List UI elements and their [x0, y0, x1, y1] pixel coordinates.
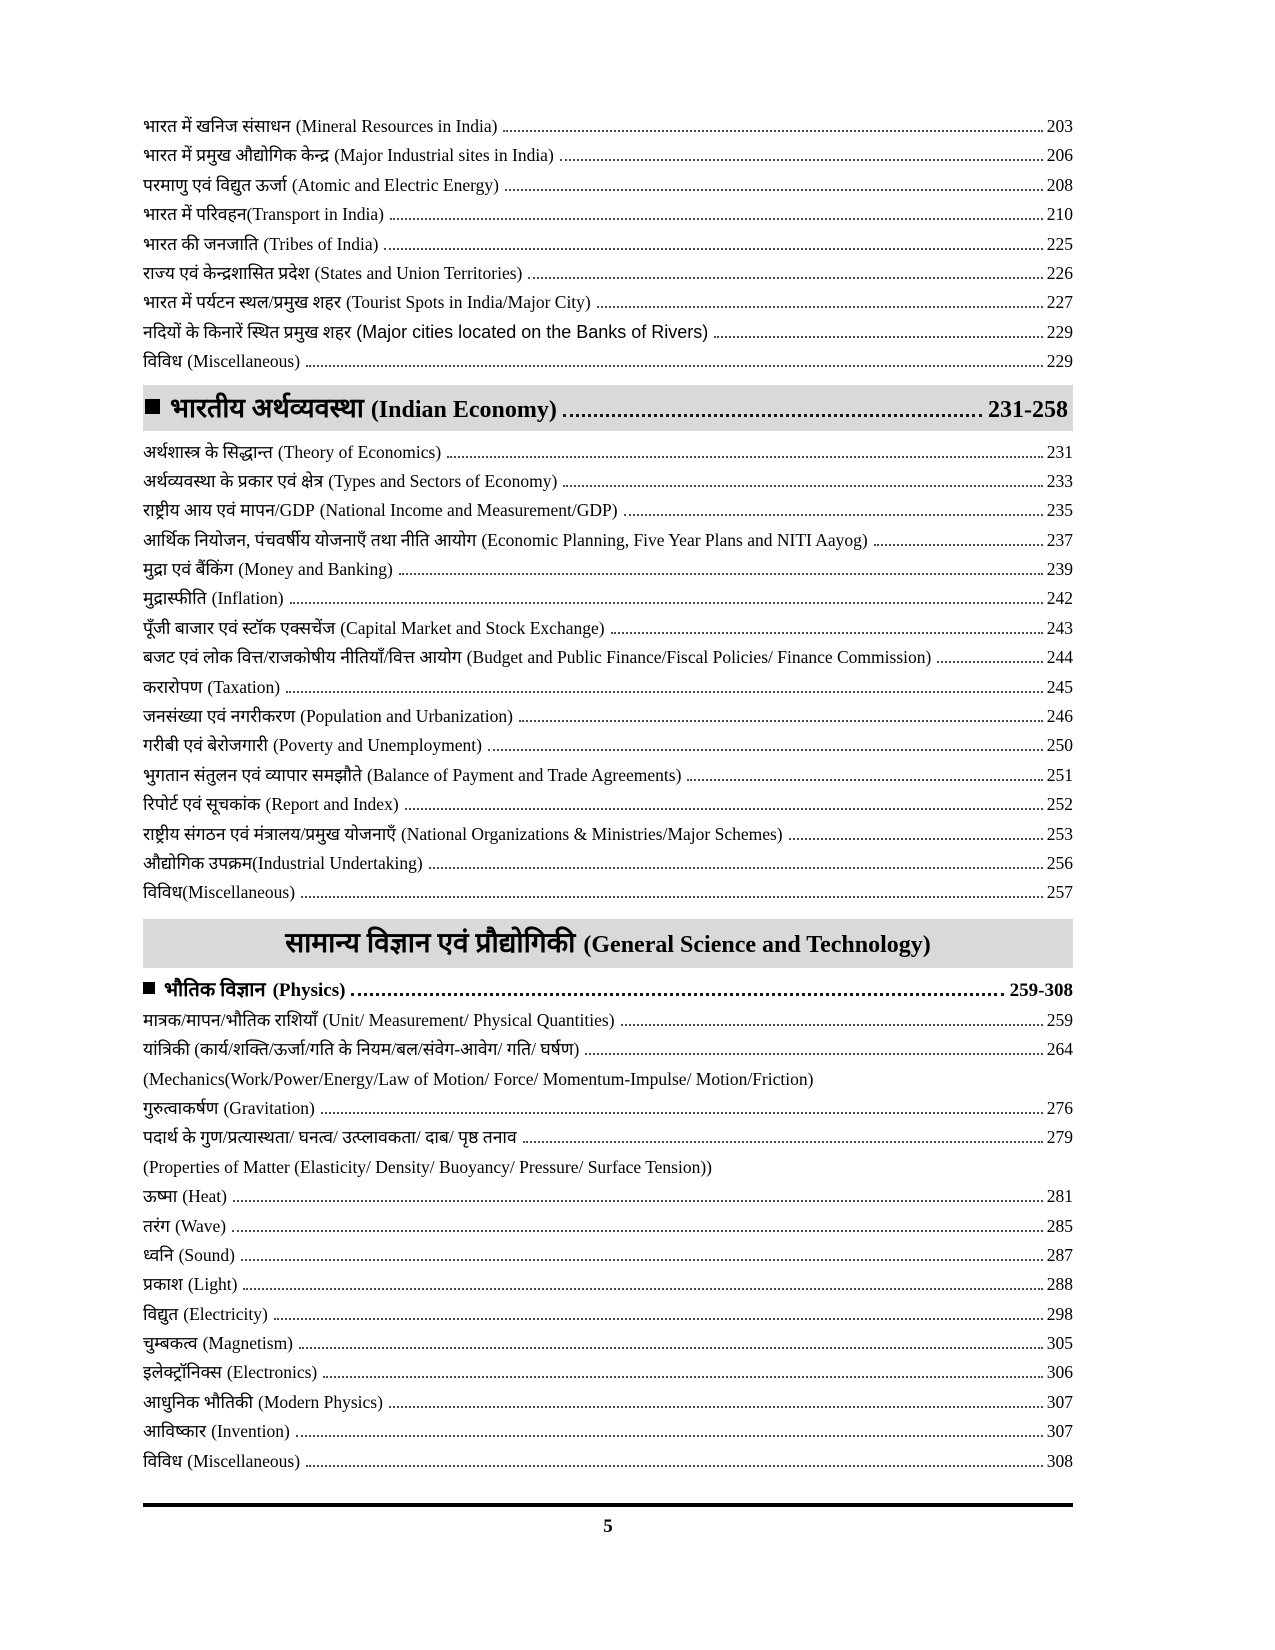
toc-entry	[143, 1388, 1073, 1417]
toc-entry-hindi-text: बजट एवं लोक वित्त/राजकोषीय नीतियाँ/वित्त आयोग	[143, 647, 462, 668]
toc-entry-english-text: (Gravitation)	[223, 1097, 315, 1118]
toc-page-number: 239	[1046, 559, 1073, 580]
toc-entry	[143, 200, 1073, 229]
toc-entry-english-text: (Miscellaneous)	[187, 351, 301, 372]
toc-page-number: 231	[1046, 441, 1073, 462]
toc-page-number: 225	[1046, 233, 1073, 254]
toc-entry	[143, 555, 1073, 584]
toc-entry-hindi-text: पूँजी बाजार एवं स्टॉक एक्सचेंज	[143, 617, 336, 638]
footer-page-number: 5	[603, 1516, 613, 1538]
toc-entry-hindi-text: प्रकाश	[143, 1274, 183, 1295]
toc-entry	[143, 1358, 1073, 1387]
toc-entry-label	[143, 200, 384, 229]
dotted-leader	[233, 1200, 1043, 1202]
section-bullet-icon	[143, 982, 155, 994]
toc-entry	[143, 259, 1073, 288]
toc-entry-label	[143, 584, 284, 613]
toc-entry	[143, 761, 1073, 790]
toc-page-number: 210	[1046, 204, 1073, 225]
toc-page-number: 246	[1046, 706, 1073, 727]
dotted-leader	[232, 1230, 1043, 1232]
toc-entry	[143, 673, 1073, 702]
toc-entry-hindi-text: पदार्थ के गुण/प्रत्यास्थता/ घनत्व/ उत्प्लावकता/ दाब/ पृष्ठ तनाव	[143, 1127, 517, 1148]
toc-page-number: 226	[1046, 262, 1073, 283]
toc-entry	[143, 496, 1073, 525]
toc-entry-label	[143, 1388, 383, 1417]
toc-page-number: 276	[1046, 1097, 1073, 1118]
dotted-leader	[290, 602, 1043, 604]
toc-entry-english-text: (Invention)	[211, 1421, 290, 1442]
toc-entry-hindi-text: अर्थशास्त्र के सिद्धान्त	[143, 441, 273, 462]
toc-page-number: 298	[1046, 1303, 1073, 1324]
toc-entry-label	[143, 643, 931, 672]
toc-entry-hindi-text: ऊष्मा	[143, 1186, 178, 1207]
section-header	[143, 385, 1073, 431]
dotted-leader	[503, 130, 1042, 132]
section-title-hindi: भौतिक विज्ञान	[164, 978, 266, 1001]
banner-title-english: (General Science and Technology)	[583, 931, 931, 958]
dotted-leader	[274, 1318, 1043, 1320]
dotted-leader	[243, 1288, 1042, 1290]
toc-page-number: 233	[1046, 470, 1073, 491]
dotted-leader	[429, 867, 1043, 869]
dotted-leader	[301, 896, 1043, 898]
toc-entry-label	[143, 438, 441, 467]
toc-entry-hindi-text: विविध	[143, 1450, 183, 1471]
dotted-leader	[488, 749, 1043, 751]
toc-entry-hindi-text: तरंग	[143, 1215, 170, 1236]
dotted-leader	[611, 632, 1043, 634]
toc-entry	[143, 1006, 1073, 1035]
toc-entry-english-text: (Capital Market and Stock Exchange)	[340, 617, 605, 638]
dotted-leader	[296, 1435, 1043, 1437]
toc-page-number: 251	[1046, 764, 1073, 785]
toc-entry-english-text: (Wave)	[175, 1215, 227, 1236]
toc-page-number: 264	[1046, 1039, 1073, 1060]
dotted-leader	[687, 779, 1042, 781]
toc-entry-english-text: (Budget and Public Finance/Fiscal Policies/ Finance Commission)	[466, 647, 932, 668]
page-footer	[143, 1503, 1073, 1538]
toc-entry	[143, 526, 1073, 555]
toc-entry-hindi-text: यांत्रिकी (कार्य/शक्ति/ऊर्जा/गति के नियम/बल/संवेग-आवेग/ गति/ घर्षण)	[143, 1039, 580, 1060]
toc-entry	[143, 1182, 1073, 1211]
toc-entry-hindi-text: भारत की जनजाति	[143, 233, 259, 254]
toc-entry-english-text: (Modern Physics)	[258, 1391, 383, 1412]
dotted-leader	[384, 248, 1042, 250]
toc-entry-label	[143, 1358, 317, 1387]
dotted-leader	[585, 1053, 1042, 1055]
toc-page-number: 203	[1046, 116, 1073, 136]
toc-entry-hindi-text: नदियों के किनारें स्थित प्रमुख शहर	[143, 321, 352, 342]
toc-entry	[143, 347, 1073, 376]
dotted-leader	[321, 1112, 1043, 1114]
toc-entry-english-text: (Theory of Economics)	[277, 441, 442, 462]
toc-entry-label	[143, 555, 393, 584]
toc-entry	[143, 643, 1073, 672]
toc-entry-hindi-text: मुद्रास्फीति	[143, 588, 207, 609]
banner-title-hindi: सामान्य विज्ञान एवं प्रौद्योगिकी	[285, 927, 576, 959]
footer-rule	[143, 1503, 1073, 1507]
toc-page-number: 257	[1046, 882, 1073, 903]
toc-entry-hindi-text: राज्य एवं केन्द्रशासित प्रदेश	[143, 262, 310, 283]
toc-entry-label	[143, 1300, 268, 1329]
toc-entry-hindi-text: विद्युत	[143, 1303, 179, 1324]
toc-entry	[143, 849, 1073, 878]
dotted-leader	[597, 306, 1043, 308]
toc-page-number: 288	[1046, 1274, 1073, 1295]
toc-entry-label	[143, 1094, 315, 1123]
toc-entry	[143, 1300, 1073, 1329]
toc-entry-hindi-text: भारत में परिवहन	[143, 204, 247, 225]
dotted-leader	[241, 1259, 1043, 1261]
toc-entry-label	[143, 1212, 226, 1241]
toc-entry-label	[143, 1035, 579, 1064]
toc-entry	[143, 1094, 1073, 1123]
toc-entry-english-text: (Poverty and Unemployment)	[272, 735, 482, 756]
toc-entry-hindi-text: गरीबी एवं बेरोजगारी	[143, 735, 268, 756]
toc-entry-label	[143, 318, 708, 347]
toc-page-number: 307	[1046, 1421, 1073, 1442]
toc-entry-label	[143, 496, 618, 525]
toc-entry-hindi-text: चुम्बकत्व	[143, 1333, 198, 1354]
toc-entry-label: (Properties of Matter (Elasticity/ Density/ Buoyancy/ Pressure/ Surface Tension))	[143, 1156, 713, 1177]
toc-entry	[143, 112, 1073, 141]
toc-entry-label	[143, 230, 378, 259]
toc-entry-label	[143, 112, 497, 141]
dotted-leader	[405, 808, 1043, 810]
toc-entry-english-text: (Electricity)	[183, 1303, 268, 1324]
dotted-leader	[299, 1347, 1043, 1349]
toc-entry	[143, 584, 1073, 613]
toc-entry-hindi-text: आविष्कार	[143, 1421, 207, 1442]
toc-entry-english-text: (Economic Planning, Five Year Plans and NITI Aayog)	[481, 529, 868, 550]
toc-entry-label	[143, 849, 423, 878]
toc-entry-hindi-text: विविध	[143, 882, 183, 903]
toc-entry-label	[143, 467, 557, 496]
toc-entry	[143, 1447, 1073, 1476]
toc-entry	[143, 1417, 1073, 1446]
toc-page-number: 243	[1046, 617, 1073, 638]
dotted-leader	[390, 218, 1043, 220]
toc-entry	[143, 702, 1073, 731]
toc-entry-label	[143, 1006, 615, 1035]
toc-entry	[143, 1035, 1073, 1064]
toc-page-number: 244	[1046, 647, 1073, 668]
toc-entry-hindi-text: भुगतान संतुलन एवं व्यापार समझौते	[143, 764, 362, 785]
toc-entry-english-text: (Light)	[187, 1274, 238, 1295]
toc-entry-english-text: (Miscellaneous)	[187, 1450, 301, 1471]
dotted-leader	[519, 720, 1043, 722]
toc-entry-english-text: (Mineral Resources in India)	[295, 116, 498, 136]
toc-page-number: 229	[1046, 321, 1073, 342]
dotted-leader	[351, 993, 1003, 996]
toc-entry-hindi-text: आधुनिक भौतिकी	[143, 1391, 254, 1412]
toc-entry-english-text: (Transport in India)	[246, 204, 384, 225]
toc-entry-label	[143, 878, 295, 907]
toc-entry-label	[143, 702, 513, 731]
toc-entry-english-text: (Balance of Payment and Trade Agreements)	[367, 764, 682, 785]
toc-page-number: 237	[1046, 529, 1073, 550]
toc-entry-hindi-text: इलेक्ट्रॉनिक्स	[143, 1362, 222, 1383]
toc-entry	[143, 820, 1073, 849]
toc-entry-label	[143, 347, 300, 376]
toc-entry-hindi-text: रिपोर्ट एवं सूचकांक	[143, 794, 261, 815]
section-page-range: 259-308	[1009, 979, 1073, 1001]
toc-page-number: 256	[1046, 852, 1073, 873]
toc-entry-label	[143, 288, 591, 317]
toc-page-number: 305	[1046, 1333, 1073, 1354]
dotted-leader	[306, 365, 1043, 367]
toc-entry-hindi-text: राष्ट्रीय आय एवं मापन/GDP	[143, 500, 315, 521]
toc-entry	[143, 318, 1073, 347]
dotted-leader	[389, 1406, 1043, 1408]
toc-entry-label	[143, 1270, 237, 1299]
section-title-english: (Physics)	[272, 979, 346, 1001]
toc-page-number: 308	[1046, 1450, 1073, 1471]
toc-entry-label	[143, 1447, 300, 1476]
toc-page-number: 253	[1046, 823, 1073, 844]
toc-entry-english-text: (Major Industrial sites in India)	[334, 145, 554, 166]
toc-entry-english-text: (National Organizations & Ministries/Major Schemes)	[400, 823, 783, 844]
toc-entry-hindi-text: मात्रक/मापन/भौतिक राशियाँ	[143, 1009, 318, 1030]
dotted-leader	[714, 336, 1042, 338]
toc-entry-hindi-text: राष्ट्रीय संगठन एवं मंत्रालय/प्रमुख योजनाएँ	[143, 823, 396, 844]
section-banner	[143, 919, 1073, 968]
toc-entry-continuation	[143, 1153, 1073, 1182]
toc-entry-hindi-text: भारत में प्रमुख औद्योगिक केन्द्र	[143, 145, 330, 166]
toc-entry	[143, 790, 1073, 819]
toc-page-number: 285	[1046, 1215, 1073, 1236]
dotted-leader	[306, 1465, 1043, 1467]
toc-entry	[143, 1241, 1073, 1270]
toc-entry-english-text: (Heat)	[182, 1186, 227, 1207]
dotted-leader	[523, 1141, 1043, 1143]
dotted-leader	[399, 573, 1043, 575]
dotted-leader	[286, 691, 1043, 693]
toc-entry-english-text: (Atomic and Electric Energy)	[291, 174, 499, 195]
toc-entry	[143, 171, 1073, 200]
toc-entry-hindi-text: औद्योगिक उपक्रम	[143, 852, 253, 873]
toc-entry-hindi-text: भारत में पर्यटन स्थल/प्रमुख शहर	[143, 292, 342, 313]
toc-entry-hindi-text: करारोपण	[143, 676, 203, 697]
dotted-leader	[563, 485, 1042, 487]
toc-entry-hindi-text: आर्थिक नियोजन, पंचवर्षीय योजनाएँ तथा नीति आयोग	[143, 529, 477, 550]
toc-entry	[143, 438, 1073, 467]
toc-entry-english-text: (Electronics)	[226, 1362, 318, 1383]
toc-entry-english-text: (Miscellaneous)	[182, 882, 296, 903]
toc-entry	[143, 288, 1073, 317]
section-header	[143, 975, 1073, 1002]
toc-entry-label	[143, 790, 399, 819]
toc-entry-english-text: (Magnetism)	[202, 1333, 294, 1354]
dotted-leader	[937, 661, 1042, 663]
toc-page-number: 235	[1046, 500, 1073, 521]
toc-entry	[143, 1123, 1073, 1152]
toc-entry-english-text: (Taxation)	[207, 676, 281, 697]
toc-entry-label	[143, 731, 482, 760]
toc-entry-label	[143, 1329, 293, 1358]
toc-entry-hindi-text: मुद्रा एवं बैंकिंग	[143, 559, 234, 580]
toc-entry-english-text: (Population and Urbanization)	[300, 706, 513, 727]
toc-page-number: 306	[1046, 1362, 1073, 1383]
toc-page-number: 250	[1046, 735, 1073, 756]
toc-page-number: 259	[1046, 1009, 1073, 1030]
toc-entry	[143, 1270, 1073, 1299]
toc-entry-hindi-text: विविध	[143, 351, 183, 372]
toc-entry	[143, 878, 1073, 907]
toc-page-number: 281	[1046, 1186, 1073, 1207]
section-page-range: 231-258	[988, 396, 1068, 423]
toc-entry-label	[143, 171, 499, 200]
toc-page-number: 307	[1046, 1391, 1073, 1412]
toc-entry-english-text: (Unit/ Measurement/ Physical Quantities)	[322, 1009, 615, 1030]
dotted-leader	[505, 189, 1043, 191]
dotted-leader	[528, 277, 1042, 279]
toc-entry-english-text: (Sound)	[178, 1244, 235, 1265]
dotted-leader	[624, 514, 1043, 516]
toc-entry-label	[143, 1123, 517, 1152]
toc-entry	[143, 614, 1073, 643]
toc-page-number: 229	[1046, 351, 1073, 372]
toc-entry-hindi-text: जनसंख्या एवं नगरीकरण	[143, 706, 296, 727]
toc-entry-label	[143, 614, 605, 643]
toc-page-number: 245	[1046, 676, 1073, 697]
toc-page-number: 252	[1046, 794, 1073, 815]
toc-entry-label	[143, 141, 554, 170]
toc-entry-english-text: (Types and Sectors of Economy)	[328, 470, 558, 491]
section-title-hindi: भारतीय अर्थव्यवस्था	[170, 392, 364, 423]
section-bullet-icon	[145, 399, 160, 414]
toc-entry-continuation	[143, 1065, 1073, 1094]
dotted-leader	[621, 1024, 1043, 1026]
dotted-leader	[323, 1376, 1043, 1378]
toc-entry-english-text: (States and Union Territories)	[314, 262, 523, 283]
toc-entry-label	[143, 761, 681, 790]
toc-entry-hindi-text: परमाणु एवं विद्युत ऊर्जा	[143, 174, 287, 195]
toc-entry-hindi-text: गुरुत्वाकर्षण	[143, 1097, 219, 1118]
toc-entry-english-text: (Industrial Undertaking)	[252, 852, 423, 873]
toc-entry-english-text: (Major cities located on the Banks of Rivers)	[356, 321, 709, 342]
toc-entry	[143, 467, 1073, 496]
toc-entry-label	[143, 820, 783, 849]
toc-entry-label	[143, 1241, 235, 1270]
toc-entry	[143, 230, 1073, 259]
toc-entry	[143, 141, 1073, 170]
dotted-leader	[563, 414, 982, 417]
toc-entry	[143, 1212, 1073, 1241]
toc-page-number: 242	[1046, 588, 1073, 609]
toc-entry-label: (Mechanics(Work/Power/Energy/Law of Motion/ Force/ Momentum-Impulse/ Motion/Friction)	[143, 1068, 814, 1089]
toc-entry	[143, 731, 1073, 760]
toc-entry-english-text: (Inflation)	[211, 588, 284, 609]
toc-entry-hindi-text: भारत में खनिज संसाधन	[143, 116, 291, 136]
toc-page-number: 206	[1046, 145, 1073, 166]
dotted-leader	[447, 456, 1043, 458]
toc-entry-label	[143, 259, 522, 288]
dotted-leader	[789, 838, 1043, 840]
toc-entry-english-text: (Money and Banking)	[238, 559, 393, 580]
toc-content	[143, 112, 1073, 1476]
toc-page-number: 227	[1046, 292, 1073, 313]
toc-entry-label	[143, 1417, 290, 1446]
toc-entry-hindi-text: ध्वनि	[143, 1244, 174, 1265]
toc-page-number: 208	[1046, 174, 1073, 195]
toc-entry-english-text: (Tribes of India)	[263, 233, 379, 254]
dotted-leader	[874, 544, 1043, 546]
toc-entry-english-text: (Report and Index)	[265, 794, 399, 815]
toc-page-number: 279	[1046, 1127, 1073, 1148]
toc-entry-english-text: (National Income and Measurement/GDP)	[319, 500, 618, 521]
toc-page-number: 287	[1046, 1244, 1073, 1265]
toc-entry-label	[143, 526, 868, 555]
toc-entry-english-text: (Tourist Spots in India/Major City)	[346, 292, 591, 313]
toc-entry	[143, 1329, 1073, 1358]
section-title-english: (Indian Economy)	[370, 396, 557, 423]
dotted-leader	[560, 159, 1043, 161]
toc-entry-hindi-text: अर्थव्यवस्था के प्रकार एवं क्षेत्र	[143, 470, 324, 491]
toc-entry-label	[143, 673, 280, 702]
toc-entry-label	[143, 1182, 227, 1211]
